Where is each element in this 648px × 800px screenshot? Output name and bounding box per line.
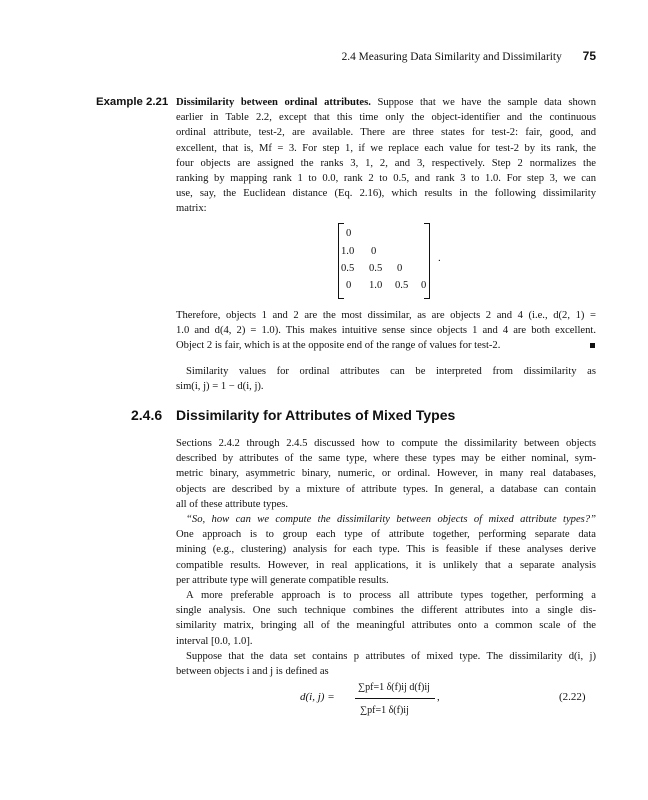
text-line: ranking by mapping rank 1 to 0.0, rank 2 to 0.5, and rank 3 to 1.0. For step 3, we can xyxy=(176,173,596,185)
text-line: sim(i, j) = 1 − d(i, j). xyxy=(176,381,264,393)
text-line: Similarity values for ordinal attributes can be interpreted from dissimilarity as xyxy=(186,366,596,377)
matrix-cell: 0 xyxy=(346,228,352,239)
paragraph-1 xyxy=(176,436,596,512)
text-line: excellent, that is, Mf = 3. For step 1, if we replace each value for test-2 by its rank, the xyxy=(176,142,596,154)
text-line: ordinal attribute, test-2, are available. There are three states for test-2: fair, good, and xyxy=(176,127,596,139)
text-line: described by attributes of the same type, where these types may be either nominal, sym- xyxy=(176,453,596,465)
header-section-title: 2.4 Measuring Data Similarity and Dissimilarity xyxy=(341,51,562,63)
text-line: single analysis. One such technique combines the different attributes into a single dis- xyxy=(176,605,596,617)
example-label: Example 2.21 xyxy=(96,96,169,108)
text-line: interval [0.0, 1.0]. xyxy=(176,635,253,647)
matrix-cell: 1.0 xyxy=(369,280,383,291)
matrix-period: . xyxy=(438,252,441,264)
text-line: between objects i and j is defined as xyxy=(176,666,329,678)
text-line: use, say, the Euclidean distance (Eq. 2.16), which results in the following dissimilarity xyxy=(176,188,596,200)
section-title: Dissimilarity for Attributes of Mixed Types xyxy=(176,407,456,423)
dissimilarity-matrix xyxy=(338,223,430,299)
text-line: Object 2 is fair, which is at the opposite end of the range of values for test-2. xyxy=(176,340,501,352)
text-line: mining (e.g., clustering) analysis for each type. This is feasible if these analyses derive xyxy=(176,544,596,556)
paragraph-4 xyxy=(176,649,596,679)
text-line: A more preferable approach is to process all attribute types together, performing a xyxy=(186,590,596,601)
text-line: metric binary, asymmetric binary, numeric, or ordinal. However, in many real databases, xyxy=(176,468,596,480)
example-intro xyxy=(176,95,596,217)
example-title: Dissimilarity between ordinal attributes. xyxy=(176,97,371,108)
end-of-example-mark xyxy=(590,343,595,348)
text-line: earlier in Table 2.2, except that this time only the object-identifier and the continuous xyxy=(176,112,596,124)
similarity-paragraph xyxy=(176,364,596,394)
equation-lhs: d(i, j) = xyxy=(300,691,335,703)
text-line: all of these attribute types. xyxy=(176,498,289,510)
matrix-cell: 0 xyxy=(346,280,352,291)
matrix-cell: 0 xyxy=(421,280,427,291)
equation-numerator: ∑pf=1 δ(f)ij d(f)ij xyxy=(358,682,430,693)
paragraph-3 xyxy=(176,588,596,649)
text-line: matrix: xyxy=(176,203,207,215)
text-line: four objects are assigned the ranks 3, 1, 2, and 3, respectively. Step 2 normalizes the xyxy=(176,157,596,169)
text-line: objects are described by a mixture of attribute types. In general, a database can contain xyxy=(176,483,596,495)
text-line: 1.0 and d(4, 2) = 1.0). This makes intuitive sense since objects 1 and 4 are both excellent. xyxy=(176,325,596,337)
matrix-cell: 0.5 xyxy=(341,263,355,274)
page-number: 75 xyxy=(582,49,596,63)
text-line: similarity matrix, bringing all of the meaningful attributes onto a common scale of the xyxy=(176,620,596,632)
text-line: compatible results. However, in real applications, it is unlikely that a separate analysis xyxy=(176,559,596,571)
text-line: Therefore, objects 1 and 2 are the most dissimilar, as are objects 2 and 4 (i.e., d(2, 1) = xyxy=(176,310,596,321)
section-number: 2.4.6 xyxy=(131,407,163,423)
example-conclusion xyxy=(176,308,596,354)
text-line: Sections 2.4.2 through 2.4.5 discussed how to compute the dissimilarity between objects xyxy=(176,438,596,449)
matrix-cell: 0 xyxy=(397,263,403,274)
text-line: One approach is to group each type of attribute together, performing separate data xyxy=(176,529,596,541)
text-line: “So, how can we compute the dissimilarity between objects of mixed attribute types?” xyxy=(186,514,596,525)
text-line: per attribute type will generate compatible results. xyxy=(176,574,389,586)
matrix-cell: 0.5 xyxy=(395,280,409,291)
text-line: Dissimilarity between ordinal attributes. Suppose that we have the sample data shown xyxy=(176,97,596,108)
equation-denominator: ∑pf=1 δ(f)ij xyxy=(360,705,409,716)
fraction-bar xyxy=(355,698,435,699)
running-header xyxy=(0,49,596,65)
equation-number: (2.22) xyxy=(559,691,586,703)
matrix-cell: 0 xyxy=(371,246,377,257)
equation-comma: , xyxy=(437,691,440,703)
text-line: Suppose that the data set contains p attributes of mixed type. The dissimilarity d(i, j) xyxy=(186,651,596,662)
paragraph-2 xyxy=(176,512,596,588)
matrix-cell: 1.0 xyxy=(341,246,355,257)
matrix-cell: 0.5 xyxy=(369,263,383,274)
